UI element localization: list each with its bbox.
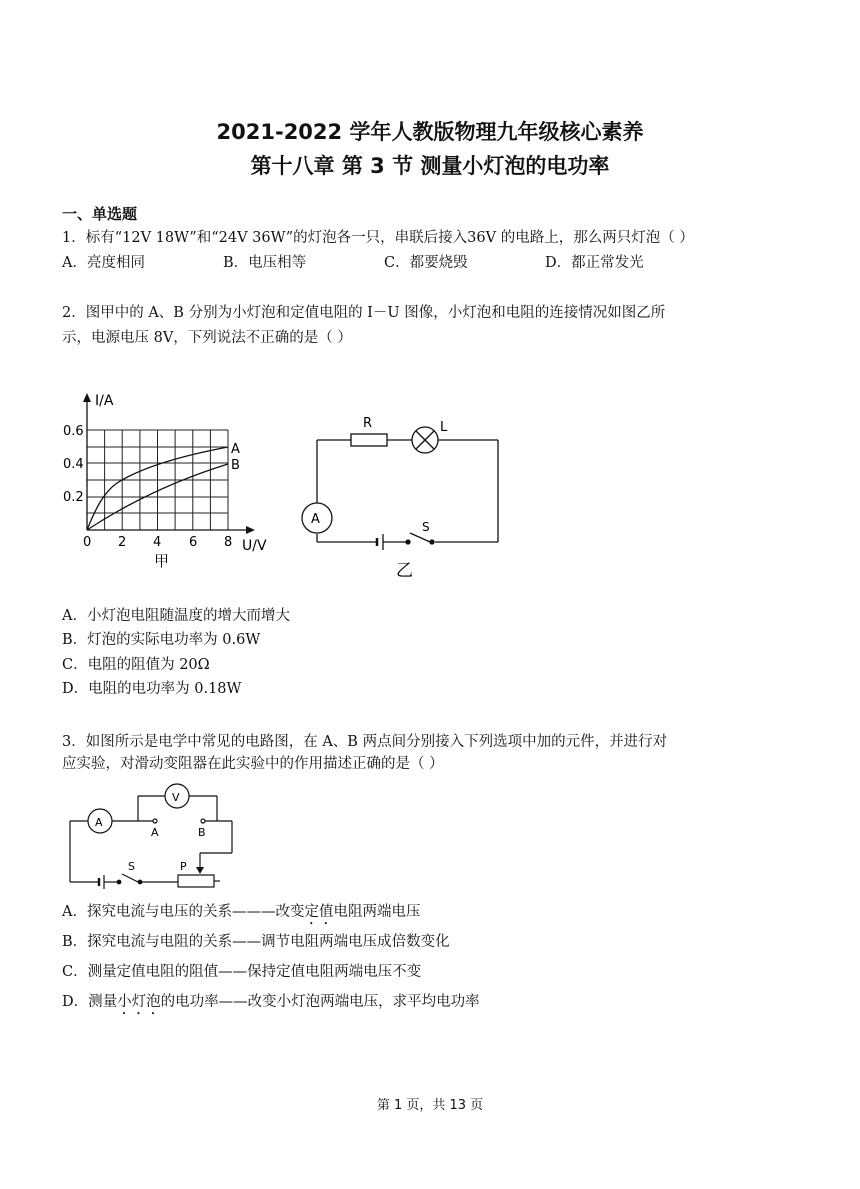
- doc-title-line2: 第十八章 第 3 节 测量小灯泡的电功率: [250, 154, 610, 178]
- q2-option-c: C．电阻的阻值为 20Ω: [62, 657, 210, 673]
- point-a-label: A: [151, 826, 159, 839]
- ammeter-label: A: [95, 816, 103, 829]
- voltmeter-label: V: [172, 791, 180, 804]
- curve-a-label: A: [231, 442, 240, 457]
- lamp-label: L: [440, 420, 448, 435]
- q3-stem-line1: 3．如图所示是电学中常见的电路图，在 A、B 两点间分别接入下列选项中加的元件，并进行对: [62, 734, 668, 750]
- q1-option-c: C．都要烧毁: [384, 255, 468, 271]
- x-axis-arrow: [246, 526, 255, 534]
- section-heading: 一、单选题: [62, 205, 138, 223]
- q3-option-d: D．测量小灯泡的电功率——改变小灯泡两端电压，求平均电功率: [62, 994, 480, 1010]
- x-tick: 4: [153, 535, 162, 550]
- x-tick: 6: [189, 535, 198, 550]
- switch-label: S: [422, 520, 430, 534]
- y-tick: 0.4: [63, 457, 84, 472]
- y-axis-arrow: [83, 393, 91, 402]
- x-axis-label: U/V: [242, 538, 267, 554]
- switch-symbol: [410, 533, 430, 542]
- resistor-symbol: [351, 434, 387, 446]
- x-tick: 8: [224, 535, 233, 550]
- y-tick: 0.2: [63, 490, 84, 505]
- q2-option-d: D．电阻的电功率为 0.18W: [62, 681, 242, 697]
- point-b-label: B: [198, 826, 206, 839]
- circuit-caption: 乙: [396, 561, 413, 581]
- graph-caption: 甲: [154, 552, 170, 570]
- switch-symbol: [122, 874, 138, 882]
- q1-option-a: A．亮度相同: [62, 255, 145, 271]
- q3-stem-line2: 应实验，对滑动变阻器在此实验中的作用描述正确的是（ ）: [62, 756, 444, 772]
- graph-grid: [87, 430, 228, 530]
- q3-option-c: C．测量定值电阻的阻值——保持定值电阻两端电压不变: [62, 964, 422, 980]
- q1-stem: 1．标有“12V 18W”和“24V 36W”的灯泡各一只，串联后接入36V 的电路上，那么两只灯泡（ ）: [62, 230, 694, 246]
- slider-label: P: [180, 860, 187, 873]
- q2-stem-line1: 2．图甲中的 A、B 分别为小灯泡和定值电阻的 I－U 图像，小灯泡和电阻的连接情况如图乙所: [62, 305, 666, 321]
- iu-graph: [55, 385, 285, 575]
- q2-stem-line2: 示，电源电压 8V，下列说法不正确的是（ ）: [62, 330, 352, 346]
- ammeter-label: A: [311, 512, 320, 527]
- doc-title-line1: 2021-2022 学年人教版物理九年级核心素养: [216, 120, 644, 144]
- rheostat-symbol: [178, 875, 214, 887]
- x-tick: 0: [83, 535, 92, 550]
- q1-option-d: D．都正常发光: [545, 255, 644, 271]
- curve-b-label: B: [231, 458, 240, 473]
- circuit-diagram-yi: [295, 410, 510, 585]
- q3-option-a: A．探究电流与电压的关系———改变定值电阻两端电压: [62, 904, 421, 920]
- q3-option-b: B．探究电流与电阻的关系——调节电阻两端电压成倍数变化: [62, 934, 450, 950]
- y-tick: 0.6: [63, 424, 84, 439]
- q2-option-a: A．小灯泡电阻随温度的增大而增大: [62, 608, 290, 624]
- page-footer: 第 1 页，共 13 页: [376, 1098, 484, 1113]
- resistor-label: R: [363, 416, 373, 431]
- y-axis-label: I/A: [95, 393, 114, 409]
- q2-option-b: B．灯泡的实际电功率为 0.6W: [62, 632, 261, 648]
- q1-option-b: B．电压相等: [223, 255, 307, 271]
- x-tick: 2: [118, 535, 127, 550]
- switch-label: S: [128, 860, 135, 873]
- circuit-diagram-q3: [60, 775, 250, 893]
